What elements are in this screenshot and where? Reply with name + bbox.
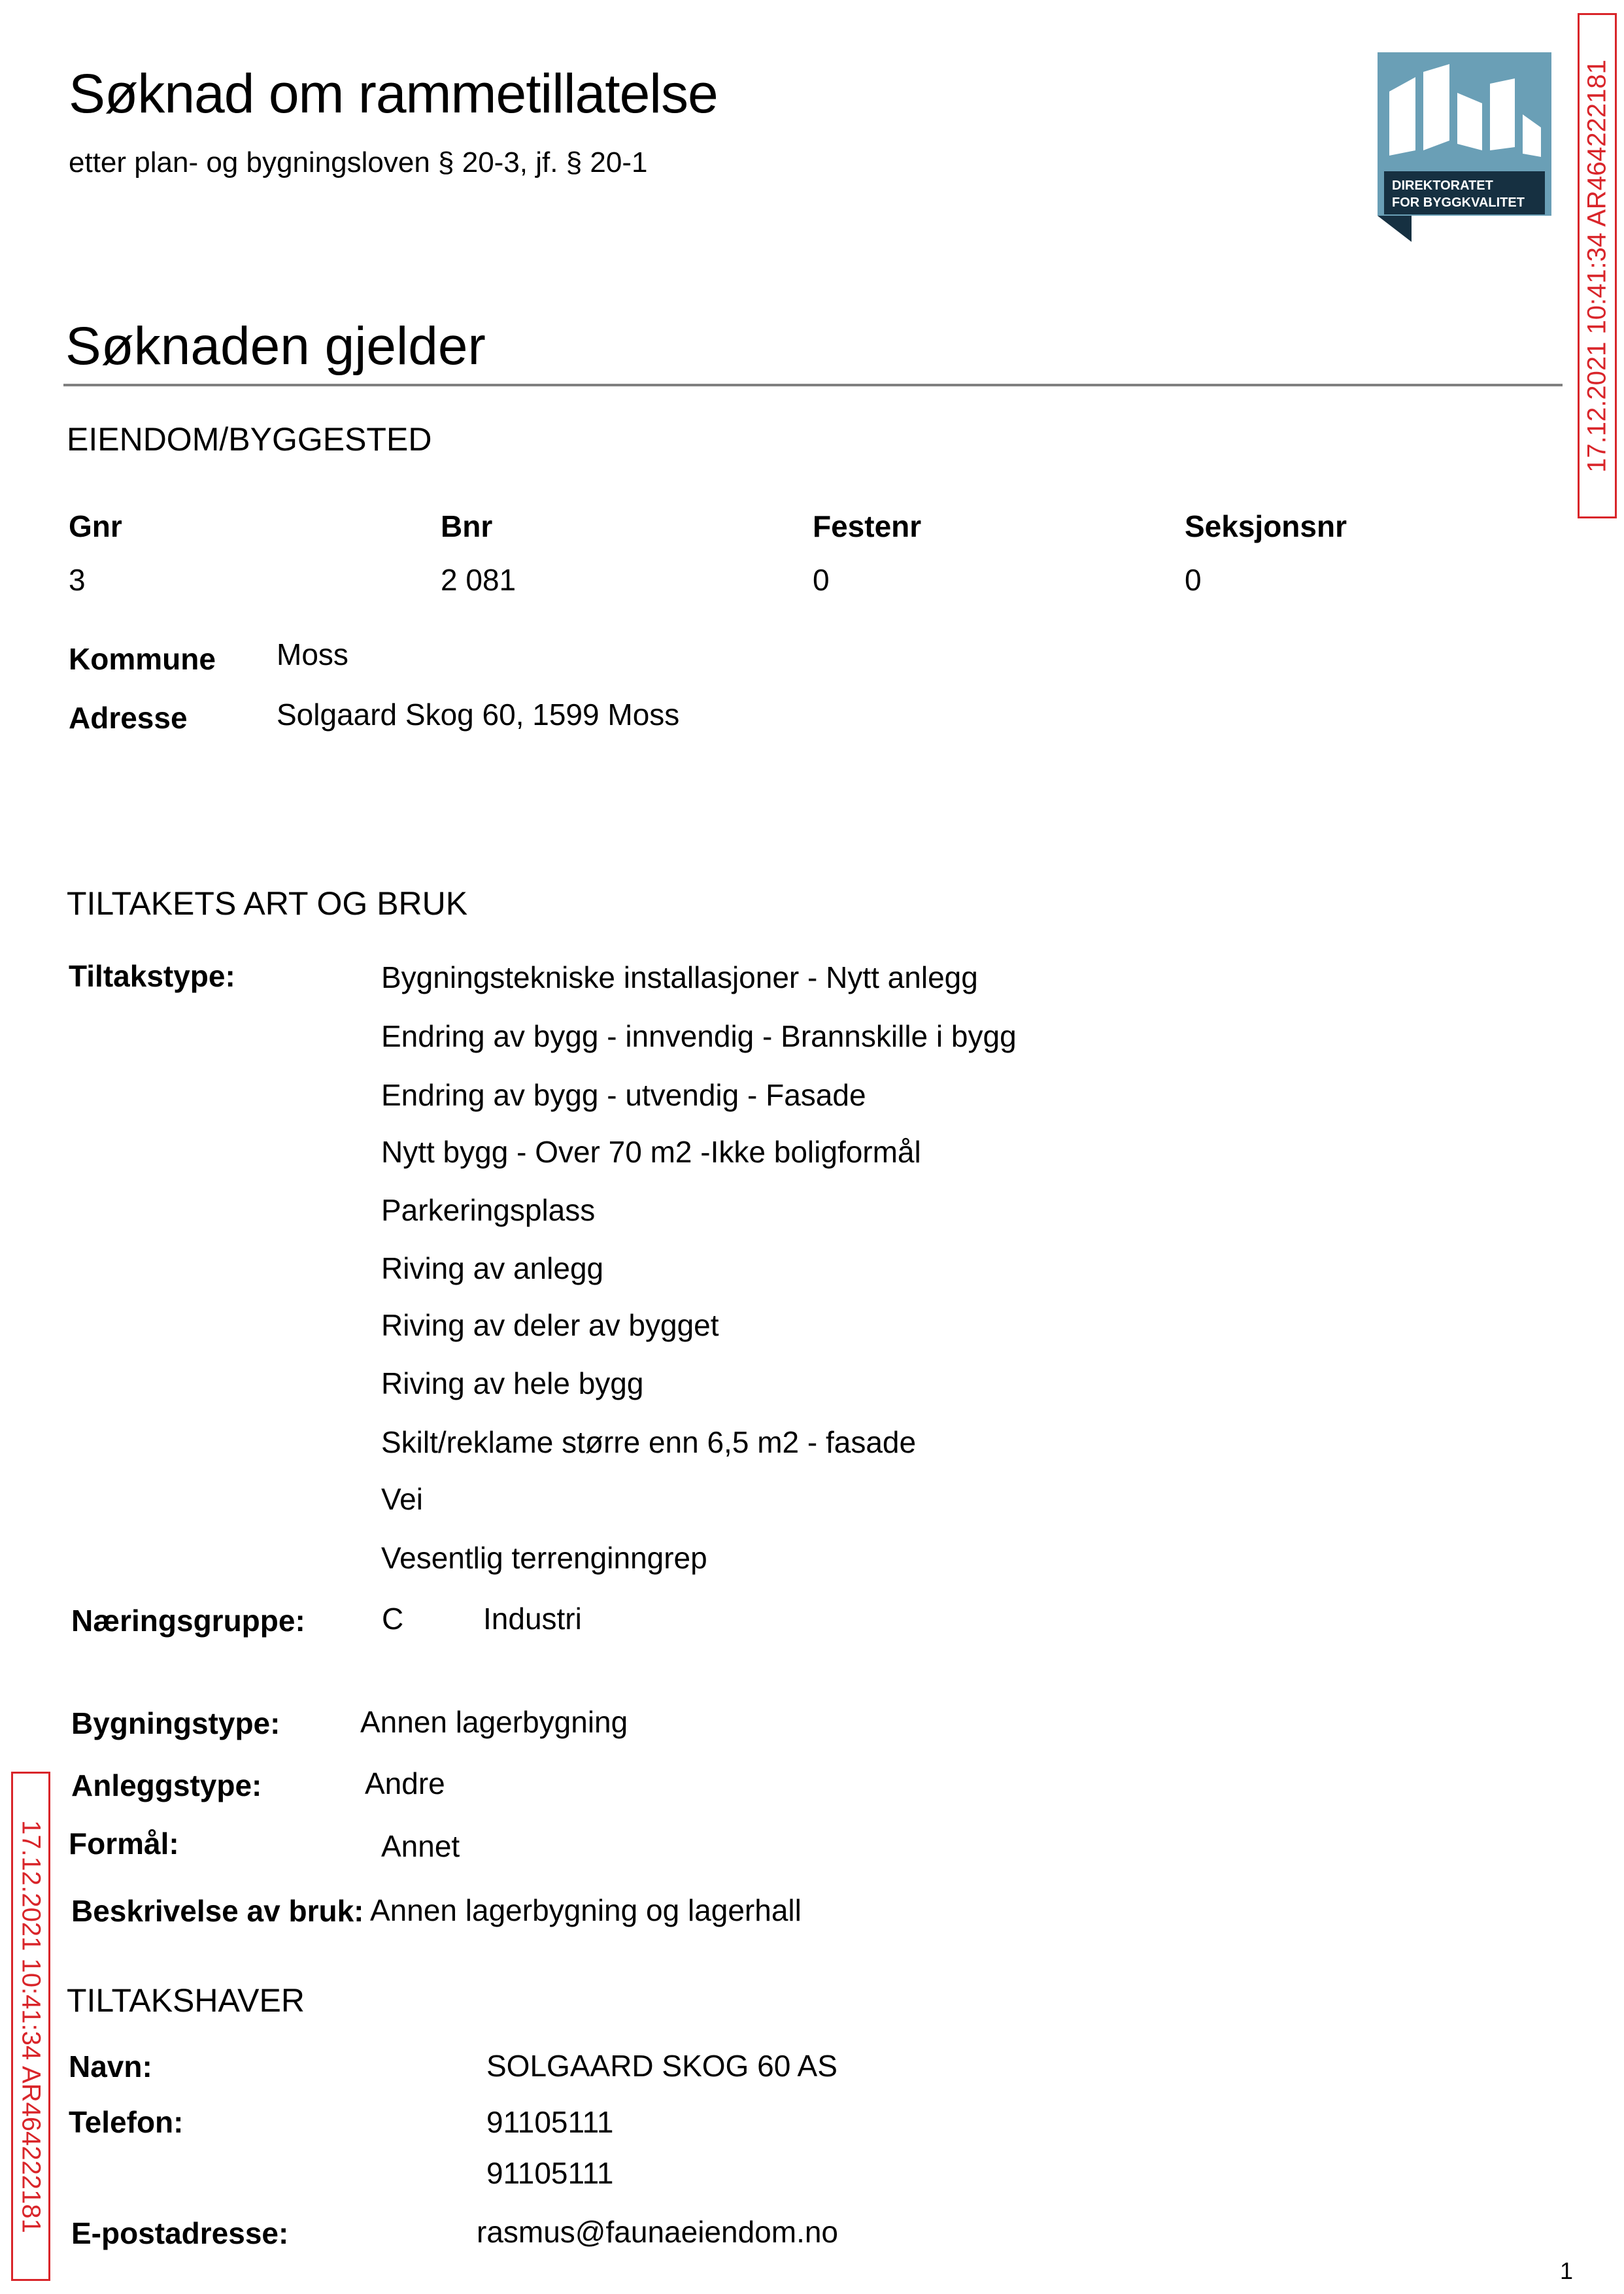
- value-bygningstype: Annen lagerbygning: [360, 1705, 628, 1739]
- label-kommune: Kommune: [69, 642, 216, 676]
- label-adresse: Adresse: [69, 701, 188, 735]
- stamp-text: 17.12.2021 10:41:34 AR464222181: [1582, 59, 1612, 473]
- value-naeringsgruppe: Industri: [483, 1602, 582, 1636]
- tiltakstype-item: Endring av bygg - utvendig - Fasade: [381, 1078, 866, 1112]
- label-tiltakstype: Tiltakstype:: [69, 959, 235, 993]
- logo-text-line1: DIREKTORATET: [1392, 178, 1493, 193]
- tiltakstype-item: Vei: [381, 1482, 423, 1516]
- timestamp-stamp-right: [1578, 13, 1617, 518]
- value-gnr: 3: [69, 563, 86, 597]
- value-adresse: Solgaard Skog 60, 1599 Moss: [277, 698, 680, 732]
- heading-tiltakshaver: TILTAKSHAVER: [67, 1982, 305, 2019]
- value-seksjonsnr: 0: [1185, 563, 1202, 597]
- heading-tiltakets-art: TILTAKETS ART OG BRUK: [67, 885, 468, 922]
- tiltakstype-item: Vesentlig terrenginngrep: [381, 1541, 707, 1575]
- value-bnr: 2 081: [441, 563, 516, 597]
- label-festenr: Festenr: [813, 509, 922, 543]
- tiltakstype-item: Nytt bygg - Over 70 m2 -Ikke boligformål: [381, 1135, 921, 1169]
- tiltakstype-item: Skilt/reklame større enn 6,5 m2 - fasade: [381, 1425, 917, 1459]
- value-navn: SOLGAARD SKOG 60 AS: [486, 2049, 837, 2083]
- document-title: Søknad om rammetillatelse: [69, 63, 718, 124]
- stamp-text: 17.12.2021 10:41:34 AR464222181: [16, 1819, 46, 2233]
- section-heading-soknaden: Søknaden gjelder: [65, 316, 486, 376]
- document-subtitle: etter plan- og bygningsloven § 20-3, jf. § 20-1: [69, 146, 648, 178]
- value-kommune: Moss: [277, 637, 348, 671]
- value-telefon: 91105111: [486, 2156, 614, 2190]
- label-bnr: Bnr: [441, 509, 493, 543]
- tiltakstype-item: Parkeringsplass: [381, 1193, 596, 1227]
- label-seksjonsnr: Seksjonsnr: [1185, 509, 1347, 543]
- dibk-logo: [1378, 52, 1551, 242]
- tiltakstype-item: Riving av deler av bygget: [381, 1308, 719, 1342]
- tiltakstype-item: Bygningstekniske installasjoner - Nytt anlegg: [381, 960, 978, 994]
- label-beskrivelse: Beskrivelse av bruk:: [71, 1894, 364, 1928]
- label-gnr: Gnr: [69, 509, 122, 543]
- tiltakstype-item: Riving av hele bygg: [381, 1366, 644, 1400]
- section-divider: [63, 384, 1563, 386]
- timestamp-stamp-left: [11, 1772, 50, 2281]
- label-epost: E-postadresse:: [71, 2216, 289, 2250]
- heading-eiendom: EIENDOM/BYGGESTED: [67, 421, 432, 458]
- label-telefon: Telefon:: [69, 2105, 184, 2139]
- value-formal: Annet: [381, 1829, 460, 1863]
- label-formal: Formål:: [69, 1827, 179, 1861]
- page-number: 1: [1560, 2257, 1574, 2284]
- label-navn: Navn:: [69, 2049, 152, 2083]
- value-beskrivelse: Annen lagerbygning og lagerhall: [370, 1893, 802, 1927]
- value-epost: rasmus@faunaeiendom.no: [477, 2215, 839, 2249]
- logo-text-line2: FOR BYGGKVALITET: [1392, 195, 1525, 210]
- label-naeringsgruppe: Næringsgruppe:: [71, 1604, 305, 1638]
- value-telefon: 91105111: [486, 2105, 614, 2139]
- value-anleggstype: Andre: [365, 1766, 445, 1800]
- label-anleggstype: Anleggstype:: [71, 1768, 262, 1802]
- label-bygningstype: Bygningstype:: [71, 1706, 280, 1740]
- value-naeringsgruppe-kode: C: [382, 1602, 404, 1636]
- tiltakstype-item: Endring av bygg - innvendig - Brannskille i bygg: [381, 1019, 1017, 1053]
- value-festenr: 0: [813, 563, 830, 597]
- tiltakstype-item: Riving av anlegg: [381, 1251, 604, 1285]
